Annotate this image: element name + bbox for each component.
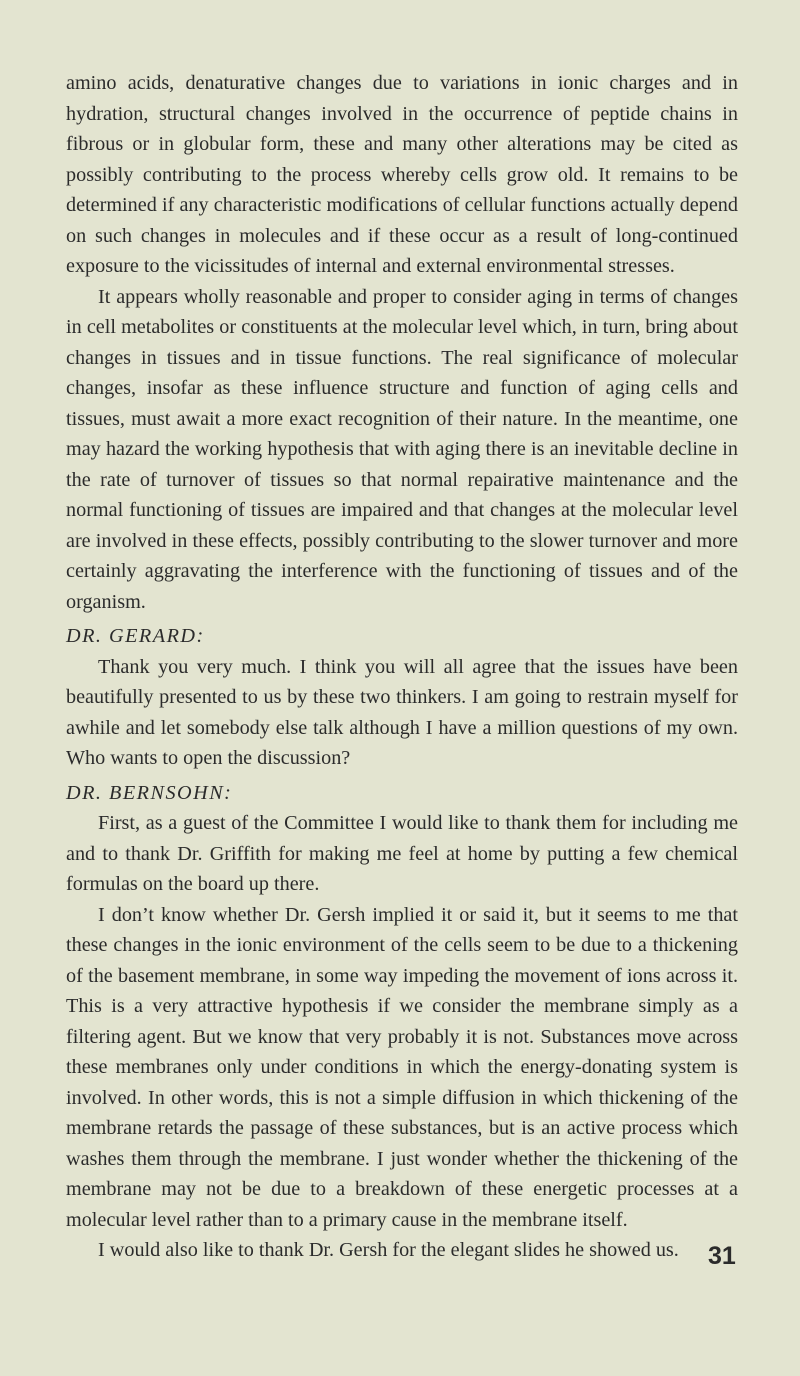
paragraph-bernsohn-thanks: First, as a guest of the Committee I would like to thank them for including me and to thank Dr. Griffith for making me feel at home by putting a few chemical formulas on the board up there. [66,812,738,895]
speaker-heading-bernsohn: DR. BERNSOHN: [66,781,233,804]
speaker-heading-gerard: DR. GERARD: [66,625,205,647]
page-number: 31 [708,1242,736,1270]
paragraph-gerard-remarks: Thank you very much. I think you will all agree that the issues have been beautifully presented to us by these two thinkers. I am going to restrain myself for awhile and let somebody else talk although I have a million questions of my own. Who wants to open the discussion? [66,655,738,769]
paragraph-aging-hypothesis: It appears wholly reasonable and proper to consider aging in terms of changes in cell metabolites or constituents at the molecular level which, in turn, bring about changes in tissues and in tissue functions. The real significance of molecular changes, insofar as these influence structure and function of aging cells and tissues, must await a more exact recognition of their nature. In the meantime, one may hazard the working hypothesis that with aging there is an inevitable decline in the rate of turnover of tissues so that normal repairative maintenance and the normal functioning of tissues are impaired and that changes at the molecular level are involved in these effects, possibly contributing to the slower turnover and more certainly aggravating the interference with the functioning of tissues and of the organism. [66,285,738,613]
paragraph-bernsohn-slides: I would also like to thank Dr. Gersh for the elegant slides he showed us. [98,1239,679,1261]
paragraph-continued: amino acids, denaturative changes due to variations in ionic charges and in hydration, structural changes involved in the occurrence of peptide chains in fibrous or in globular form, these and many other alterations may be cited as possibly contributing to the process whereby cells grow old. It remains to be determined if any characteristic modifications of cellular functions actually depend on such changes in molecules and if these occur as a result of long-continued exposure to the vicissitudes of internal and external environmental stresses. [66,72,738,277]
paragraph-bernsohn-membrane: I don’t know whether Dr. Gersh implied it or said it, but it seems to me that these changes in the ionic environment of the cells seem to be due to a thickening of the basement membrane, in some way impeding the movement of ions across it. This is a very attractive hypothesis if we consider the membrane simply as a filtering agent. But we know that very probably it is not. Substances move across these membranes only under conditions in which the energy-donating system is involved. In other words, this is not a simple diffusion in which thickening of the membrane retards the passage of these substances, but is an active process which washes them through the membrane. I just wonder whether the thickening of the membrane may not be due to a breakdown of these energetic processes at a molecular level rather than to a primary cause in the membrane itself. [66,903,738,1231]
body-text [66,68,738,1266]
